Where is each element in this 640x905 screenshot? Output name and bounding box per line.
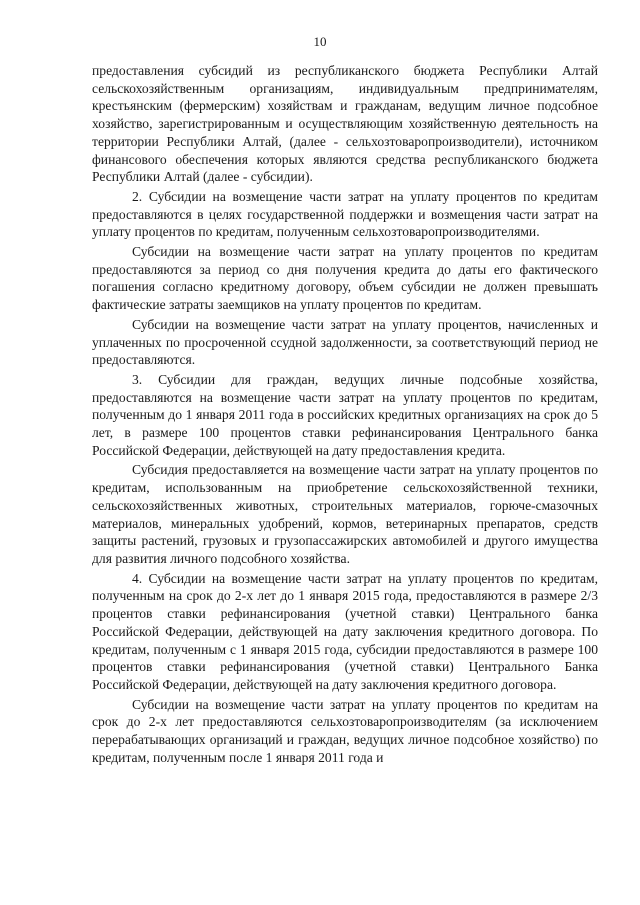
page-number: 10 <box>313 34 327 49</box>
paragraph-overdue-interest: Субсидии на возмещение части затрат на уплату процентов, начисленных и уплаченных по просроченной ссудной задолженности, за соответствующий период не предоставляются. <box>92 316 598 368</box>
paragraph-subsidy-period: Субсидии на возмещение части затрат на уплату процентов по кредитам предоставляются за период со дня получения кредита до даты его фактического погашения согласно кредитному договору, объем субсидии не должен превышать фактические затраты заемщиков на уплату процентов по кредитам. <box>92 244 598 313</box>
paragraph-subsidy-purposes: Субсидия предоставляется на возмещение части затрат на уплату процентов по кредитам, использованным на приобретение сельскохозяйственной техники, сельскохозяйственных животных, строительных материалов, горюче-смазочных материалов, минеральных удобрений, кормов, ветеринарных препаратов, средств защиты растений, грузовых и грузопассажирских автомобилей и другого имущества для развития личного подсобного хозяйства. <box>92 462 598 566</box>
paragraph-item-4: 4. Субсидии на возмещение части затрат на уплату процентов по кредитам, полученным на срок до 2-х лет до 1 января 2015 года, предоставляются в размере 2/3 процентов ставки рефинансирования (учетной ставки) Центрального банка Российской Федерации, действующей на дату заключения кредитного договора. По кредитам, полученным с 1 января 2015 года, субсидии предоставляются в размере 100 процентов ставки рефинансирования (учетной ставки) Центрального Банка Российской Федерации, действующей на дату заключения кредитного договора. <box>92 570 598 692</box>
paragraph-item-3: 3. Субсидии для граждан, ведущих личные подсобные хозяйства, предоставляются на возмещение части затрат на уплату процентов по кредитам, полученным до 1 января 2011 года в российских кредитных организациях на срок до 5 лет, в размере 100 процентов ставки рефинансирования Центрального банка Российской Федерации, действующей на дату предоставления кредита. <box>92 371 598 458</box>
paragraph-continuation: предоставления субсидий из республиканского бюджета Республики Алтай сельскохозяйственным организациям, индивидуальным предпринимателям, крестьянским (фермерским) хозяйствам и гражданам, ведущим личное подсобное хозяйство, зарегистрированным и осуществляющим хозяйственную деятельность на территории Республики Алтай, (далее - сельхозтоваропроизводители), источником финансового обеспечения которых являются средства республиканского бюджета Республики Алтай (далее - субсидии). <box>92 63 598 185</box>
paragraph-short-term-credits: Субсидии на возмещение части затрат на уплату процентов по кредитам на срок до 2-х лет предоставляются сельхозтоваропроизводителям (за исключением перерабатывающих организаций и граждан, ведущих личное подсобное хозяйство) по кредитам, полученным после 1 января 2011 года и <box>92 696 598 765</box>
document-body <box>92 62 598 768</box>
paragraph-item-2: 2. Субсидии на возмещение части затрат на уплату процентов по кредитам предоставляются в целях государственной поддержки и возмещения части затрат на уплату процентов по кредитам, полученным сельхозтоваропроизводителями. <box>92 188 598 240</box>
